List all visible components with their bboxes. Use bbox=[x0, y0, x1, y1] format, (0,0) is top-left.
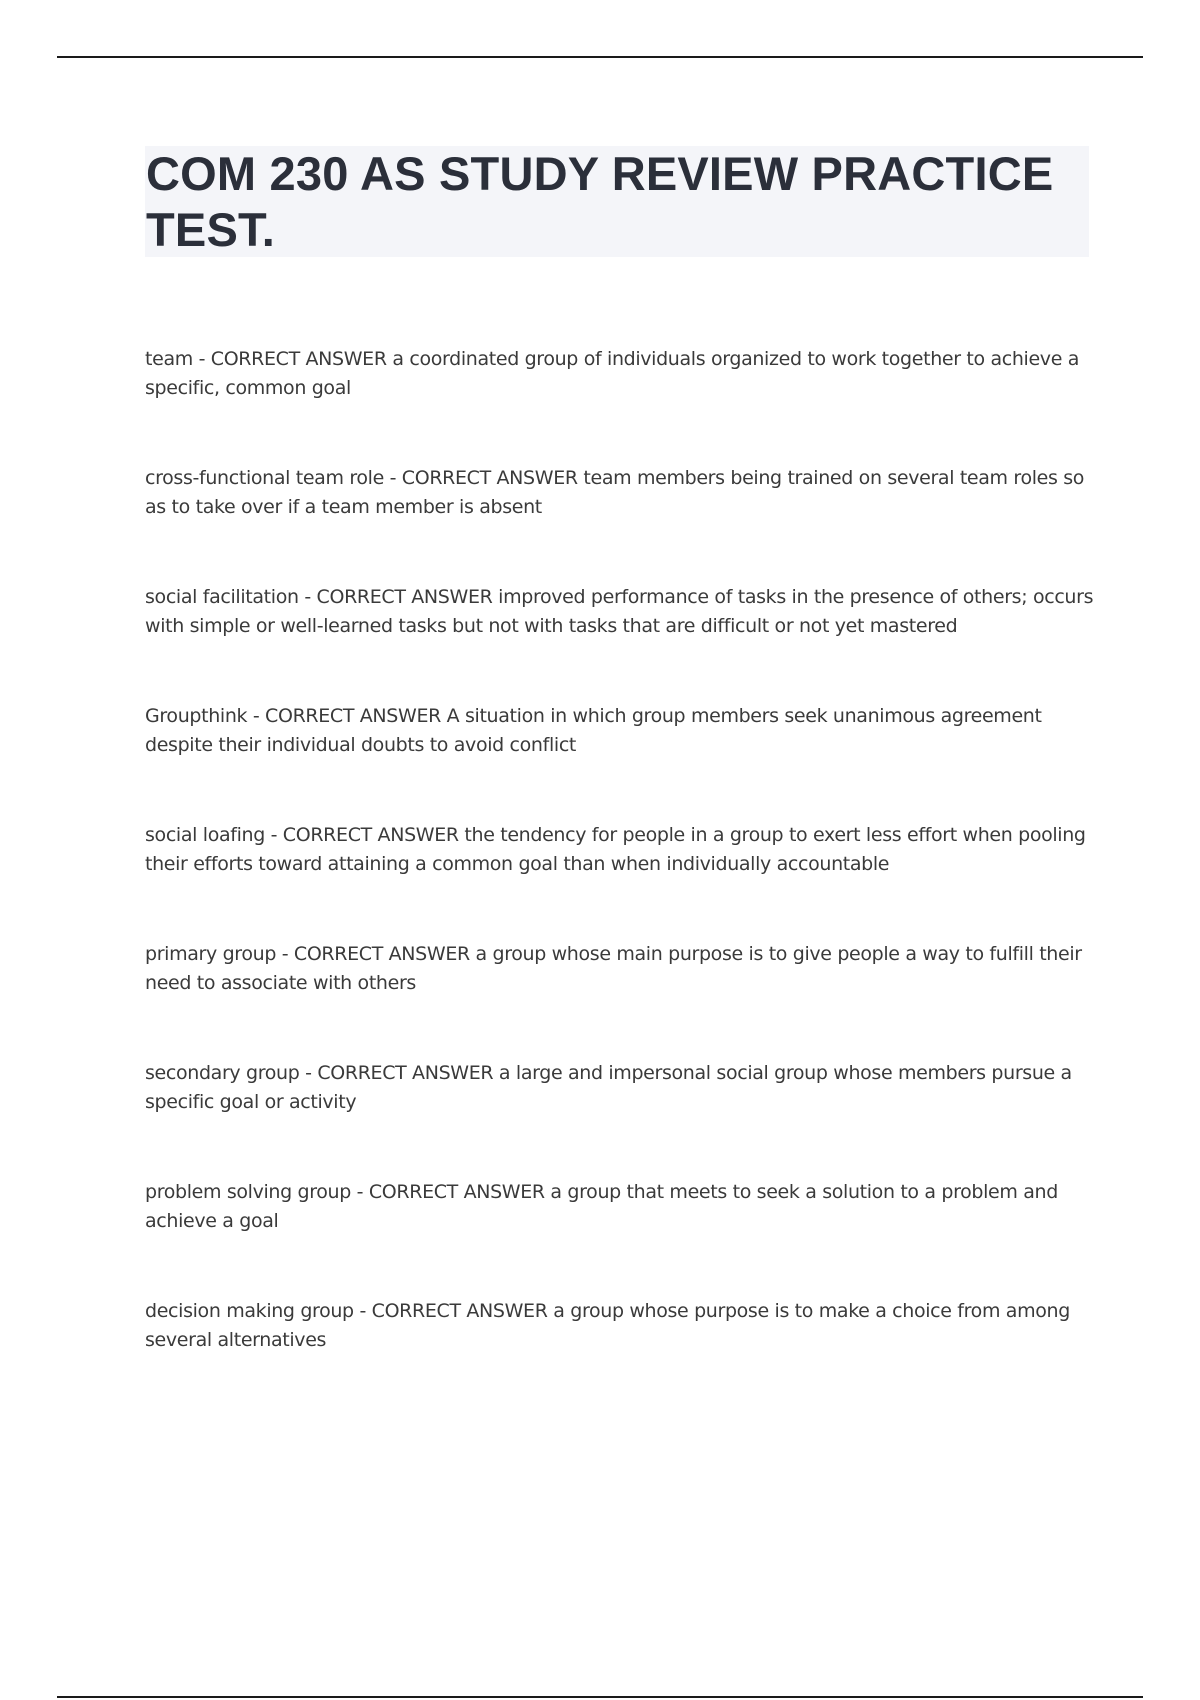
flashcard-primary-group: primary group - CORRECT ANSWER a group whose main purpose is to give people a way to fulfill their need to associate with others bbox=[145, 943, 1082, 994]
document-title: COM 230 AS STUDY REVIEW PRACTICE TEST. bbox=[146, 147, 1054, 256]
top-rule bbox=[57, 56, 1143, 58]
flashcard-team: team - CORRECT ANSWER a coordinated group of individuals organized to work together to achieve a specific, common goal bbox=[145, 348, 1080, 399]
flashcard-groupthink: Groupthink - CORRECT ANSWER A situation in which group members seek unanimous agreement despite their individual doubts to avoid conflict bbox=[145, 705, 1042, 756]
title-banner bbox=[145, 146, 1089, 257]
flashcard-social-loafing: social loafing - CORRECT ANSWER the tendency for people in a group to exert less effort when pooling their efforts toward attaining a common goal than when individually accountable bbox=[145, 824, 1086, 875]
flashcard-cross-functional-team-role: cross-functional team role - CORRECT ANSWER team members being trained on several team roles so as to take over if a team member is absent bbox=[145, 467, 1085, 518]
flashcard-decision-making-group: decision making group - CORRECT ANSWER a group whose purpose is to make a choice from among several alternatives bbox=[145, 1300, 1070, 1351]
flashcard-secondary-group: secondary group - CORRECT ANSWER a large and impersonal social group whose members pursue a specific goal or activity bbox=[145, 1062, 1072, 1113]
flashcard-social-facilitation: social facilitation - CORRECT ANSWER improved performance of tasks in the presence of others; occurs with simple or well-learned tasks but not with tasks that are difficult or not yet mastered bbox=[145, 586, 1094, 637]
flashcard-list bbox=[145, 345, 1095, 1416]
bottom-rule bbox=[57, 1696, 1143, 1698]
flashcard-problem-solving-group: problem solving group - CORRECT ANSWER a group that meets to seek a solution to a problem and achieve a goal bbox=[145, 1181, 1058, 1232]
